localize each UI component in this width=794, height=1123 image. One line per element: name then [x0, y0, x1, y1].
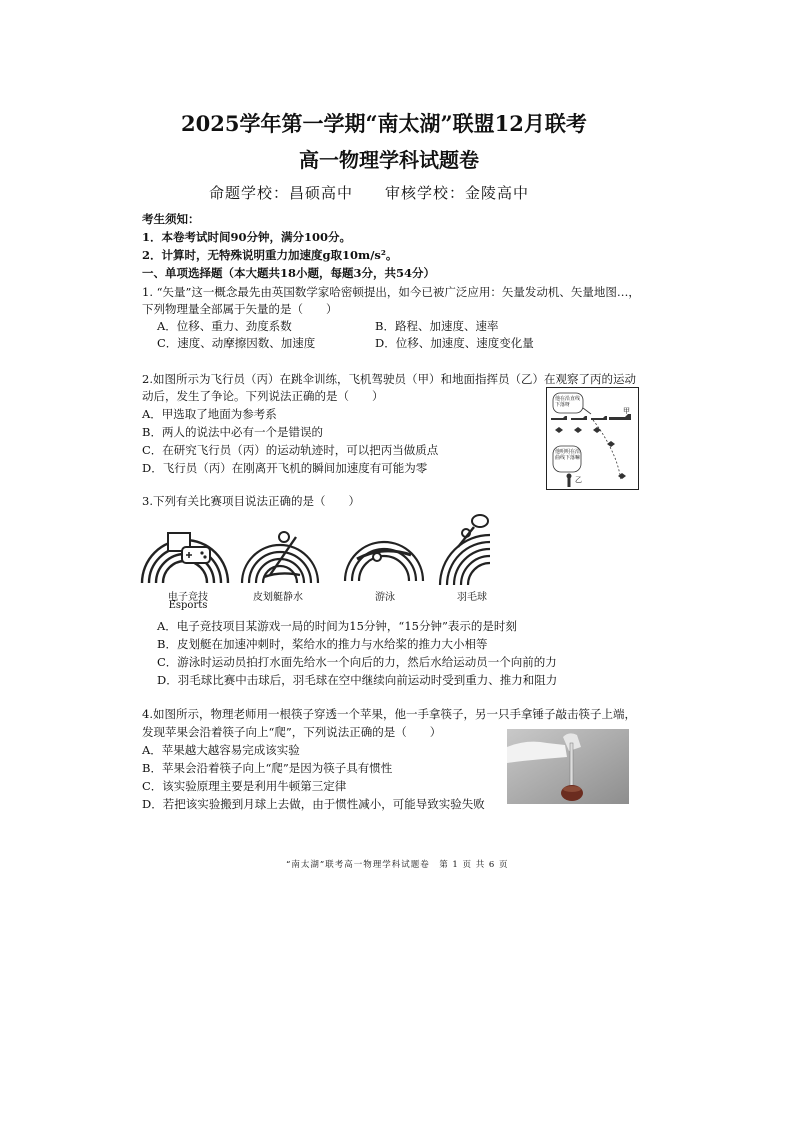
q2-stem-line1: 2.如图所示为飞行员（丙）在跳伞训练，飞机驾驶员（甲）和地面指挥员（乙）在观察了丙的运动 [142, 372, 636, 386]
q2-option-d: D．飞行员（丙）在刚离开飞机的瞬间加速度有可能为零 [142, 461, 428, 475]
q1-stem-line1: 1. “矢量”这一概念最先由英国数学家哈密顿提出，如今已被广泛应用：矢量发动机、矢量地图…， [142, 285, 640, 299]
exam-subtitle: 高一物理学科试题卷 [299, 148, 479, 172]
q1-option-b: B．路程、加速度、速率 [375, 319, 499, 333]
q3-option-d: D．羽毛球比赛中击球后，羽毛球在空中继续向前运动时受到重力、推力和阻力 [157, 673, 558, 687]
q2-stem-line2: 动后，发生了争论。下列说法正确的是（ ） [142, 389, 384, 403]
notice-item-1: 1．本卷考试时间90分钟，满分100分。 [142, 230, 352, 244]
q3-stem: 3.下列有关比赛项目说法正确的是（ ） [142, 494, 360, 508]
label-yi: 乙 [575, 476, 582, 484]
q4-option-c: C．该实验原理主要是利用牛顿第三定律 [142, 779, 347, 793]
parachute-figure [546, 387, 639, 490]
q1-option-d: D．位移、加速度、速度变化量 [375, 336, 534, 350]
canoe-icon [240, 527, 320, 587]
q3-option-c: C．游泳时运动员拍打水面先给水一个向后的力，然后水给运动员一个向前的力 [157, 655, 557, 669]
swimming-icon [343, 535, 425, 585]
q1-stem-line2: 下列物理量全部属于矢量的是（ ） [142, 302, 338, 316]
esports-icon [140, 527, 230, 587]
q3-option-b: B．皮划艇在加速冲刺时，桨给水的推力与水给桨的推力大小相等 [157, 637, 488, 651]
notice-heading: 考生须知： [142, 212, 200, 226]
esports-sublabel: Esports [168, 600, 208, 611]
q1-option-a: A．位移、重力、劲度系数 [157, 319, 292, 333]
label-jia: 甲 [623, 407, 630, 415]
q2-option-a: A．甲选取了地面为参考系 [142, 407, 277, 421]
q4-option-d: D．若把该实验搬到月球上去做，由于惯性减小，可能导致实验失败 [142, 797, 485, 811]
canoe-label: 皮划艇静水 [253, 592, 303, 603]
exam-schools: 命题学校：昌硕高中 审核学校：金陵高中 [209, 184, 530, 202]
badminton-label: 羽毛球 [457, 592, 487, 603]
q4-option-b: B．苹果会沿着筷子向上“爬”是因为筷子具有惯性 [142, 761, 393, 775]
bubble-yi-text: 他明明在沿曲线下落嘛 [555, 449, 581, 461]
swimming-label: 游泳 [375, 592, 395, 603]
notice-item-2: 2．计算时，无特殊说明重力加速度g取10m/s²。 [142, 248, 398, 262]
q2-option-b: B．两人的说法中必有一个是错误的 [142, 425, 323, 439]
q4-stem-line2: 发现苹果会沿着筷子向上“爬”，下列说法正确的是（ ） [142, 725, 442, 739]
q2-option-c: C．在研究飞行员（丙）的运动轨迹时，可以把丙当做质点 [142, 443, 439, 457]
page-footer: “南太湖”联考高一物理学科试题卷 第 1 页 共 6 页 [286, 860, 509, 870]
q4-option-a: A．苹果越大越容易完成该实验 [142, 743, 300, 757]
esports-label: 电子竞技 [168, 592, 208, 603]
exam-title: 2025学年第一学期“南太湖”联盟12月联考 [181, 111, 587, 136]
bubble-jia-text: 他在沿直线下落呀 [555, 396, 581, 408]
q3-option-a: A．电子竞技项目某游戏一局的时间为15分钟，“15分钟”表示的是时刻 [157, 619, 517, 633]
q1-option-c: C．速度、动摩擦因数、加速度 [157, 336, 316, 350]
q4-stem-line1: 4.如图所示，物理老师用一根筷子穿透一个苹果，他一手拿筷子，另一只手拿锤子敲击筷子上端， [142, 707, 636, 721]
section-heading: 一、单项选择题（本大题共18小题，每题3分，共54分） [142, 266, 436, 280]
apple-experiment-photo [507, 729, 629, 804]
badminton-icon [436, 511, 492, 587]
